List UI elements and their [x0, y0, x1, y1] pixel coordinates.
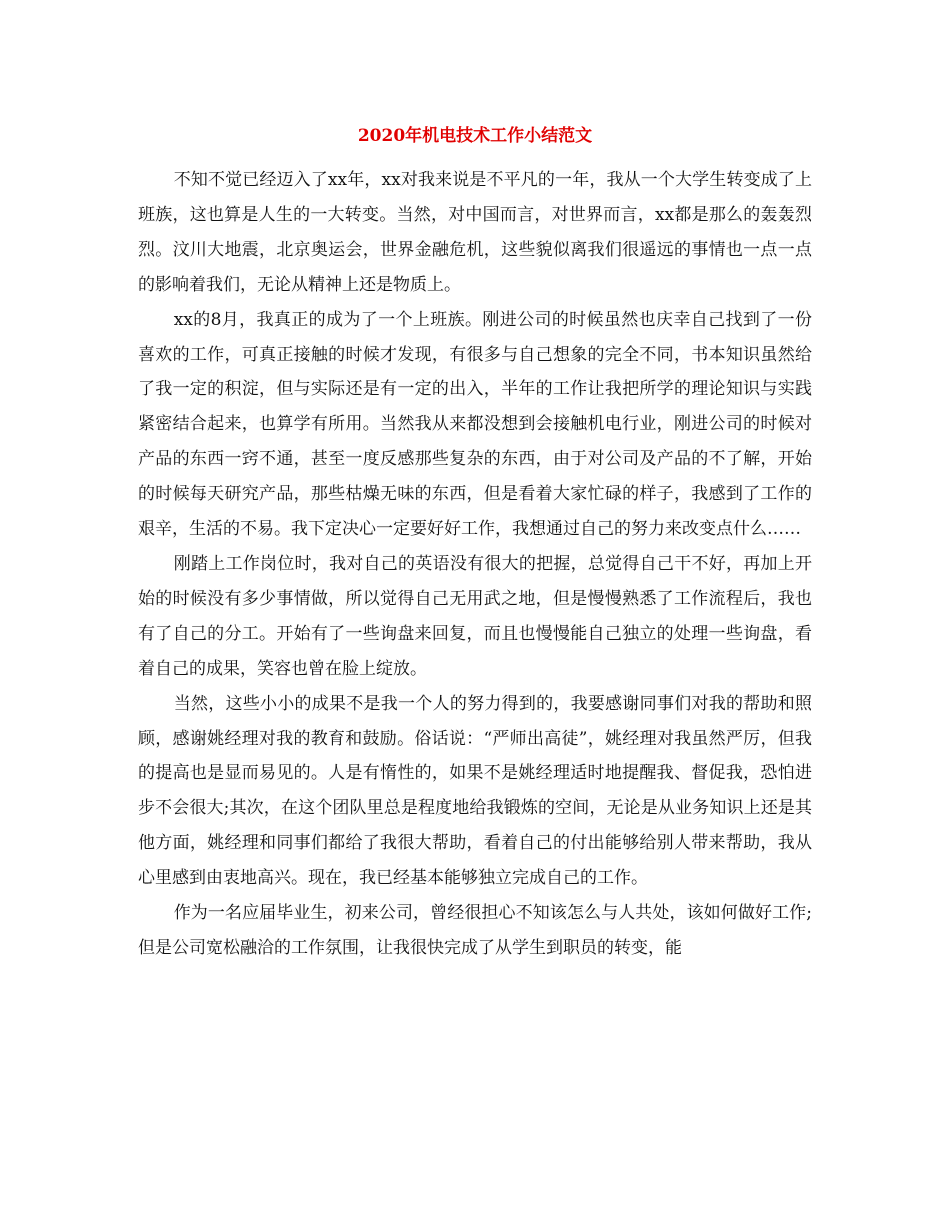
paragraph-4: 当然，这些小小的成果不是我一个人的努力得到的，我要感谢同事们对我的帮助和照顾，感谢姚经理对我的教育和鼓励。俗话说：“严师出高徒”，姚经理对我虽然严厉，但我的提高也是显而易见的。人是有惰性的，如果不是姚经理适时地提醒我、督促我，恐怕进步不会很大;其次，在这个团队里总是程度地给我锻炼的空间，无论是从业务知识上还是其他方面，姚经理和同事们都给了我很大帮助，看着自己的付出能够给别人带来帮助，我从心里感到由衷地高兴。现在，我已经基本能够独立完成自己的工作。 [138, 693, 812, 889]
paragraph-1: 不知不觉已经迈入了xx年，xx对我来说是不平凡的一年，我从一个大学生转变成了上班族，这也算是人生的一大转变。当然，对中国而言，对世界而言，xx都是那么的轰轰烈烈。汶川大地震，北京奥运会，世界金融危机，这些貌似离我们很遥远的事情也一点一点的影响着我们，无论从精神上还是物质上。 [138, 170, 812, 295]
paragraph-3: 刚踏上工作岗位时，我对自己的英语没有很大的把握，总觉得自己干不好，再加上开始的时候没有多少事情做，所以觉得自己无用武之地，但是慢慢熟悉了工作流程后，我也有了自己的分工。开始有了一些询盘来回复，而且也慢慢能自己独立的处理一些询盘，看着自己的成果，笑容也曾在脸上绽放。 [138, 553, 812, 679]
document-body [138, 163, 812, 966]
document-title: 2020年机电技术工作小结范文 [357, 126, 593, 146]
paragraph-2: xx的8月，我真正的成为了一个上班族。刚进公司的时候虽然也庆幸自己找到了一份喜欢的工作，可真正接触的时候才发现，有很多与自己想象的完全不同，书本知识虽然给了我一定的积淀，但与实际还是有一定的出入，半年的工作让我把所学的理论知识与实践紧密结合起来，也算学有所用。当然我从来都没想到会接触机电行业，刚进公司的时候对产品的东西一窍不通，甚至一度反感那些复杂的东西，由于对公司及产品的不了解，开始的时候每天研究产品，那些枯燥无味的东西，但是看着大家忙碌的样子，我感到了工作的艰辛，生活的不易。我下定决心一定要好好工作，我想通过自己的努力来改变点什么…… [138, 309, 812, 540]
paragraph-5: 作为一名应届毕业生，初来公司，曾经很担心不知该怎么与人共处，该如何做好工作;但是公司宽松融洽的工作氛围，让我很快完成了从学生到职员的转变，能 [138, 903, 812, 958]
